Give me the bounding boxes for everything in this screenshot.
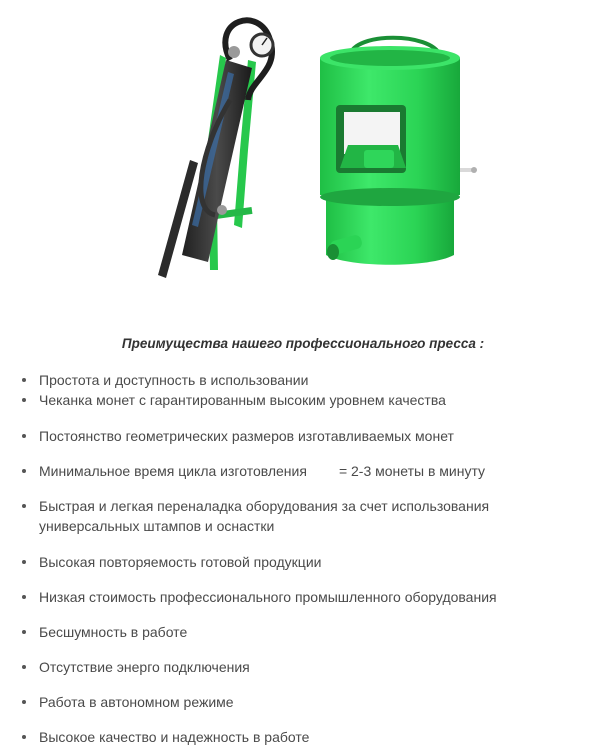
benefit-text: Отсутствие энерго подключения [39, 659, 250, 675]
press-illustration [130, 0, 490, 300]
bullet-icon [22, 378, 26, 382]
list-item [0, 587, 560, 607]
benefit-text: Высокое качество и надежность в работе [39, 729, 310, 745]
bullet-icon [22, 700, 26, 704]
benefit-value: = 2-3 монеты в минуту [338, 463, 486, 479]
list-item [0, 552, 560, 572]
benefit-text: Простота и доступность в использовании [39, 372, 309, 388]
green-press [320, 38, 477, 265]
bullet-icon [22, 398, 26, 402]
list-item [0, 426, 560, 446]
bullet-icon [22, 630, 26, 634]
benefit-label: Минимальное время цикла изготовления [39, 463, 307, 479]
bullet-icon [22, 434, 26, 438]
hand-pump [158, 20, 273, 278]
bullet-icon [22, 595, 26, 599]
bullet-icon [22, 504, 26, 508]
list-item [0, 461, 560, 481]
list-item [0, 622, 560, 642]
bullet-icon [22, 469, 26, 473]
benefit-text: Постоянство геометрических размеров изготавливаемых монет [39, 428, 454, 444]
list-item [0, 496, 560, 536]
benefit-text [39, 461, 560, 481]
benefit-text: Быстрая и легкая переналадка оборудования за счет использования универсальных штампов и оснастки [39, 498, 490, 534]
benefit-text: Бесшумность в работе [39, 624, 188, 640]
benefit-text: Низкая стоимость профессионального промышленного оборудования [39, 589, 497, 605]
list-item [0, 657, 560, 677]
bullet-icon [22, 560, 26, 564]
list-item [0, 370, 560, 390]
benefit-text: Высокая повторяемость готовой продукции [39, 554, 322, 570]
benefit-text: Работа в автономном режиме [39, 694, 234, 710]
list-item [0, 692, 560, 712]
benefits-heading: Преимущества нашего профессионального пресса : [121, 336, 485, 351]
benefit-text: Чеканка монет с гарантированным высоким уровнем качества [39, 392, 446, 408]
bullet-icon [22, 735, 26, 739]
bullet-icon [22, 665, 26, 669]
list-item [0, 390, 560, 410]
press-product-image [130, 0, 490, 300]
list-item [0, 727, 560, 747]
